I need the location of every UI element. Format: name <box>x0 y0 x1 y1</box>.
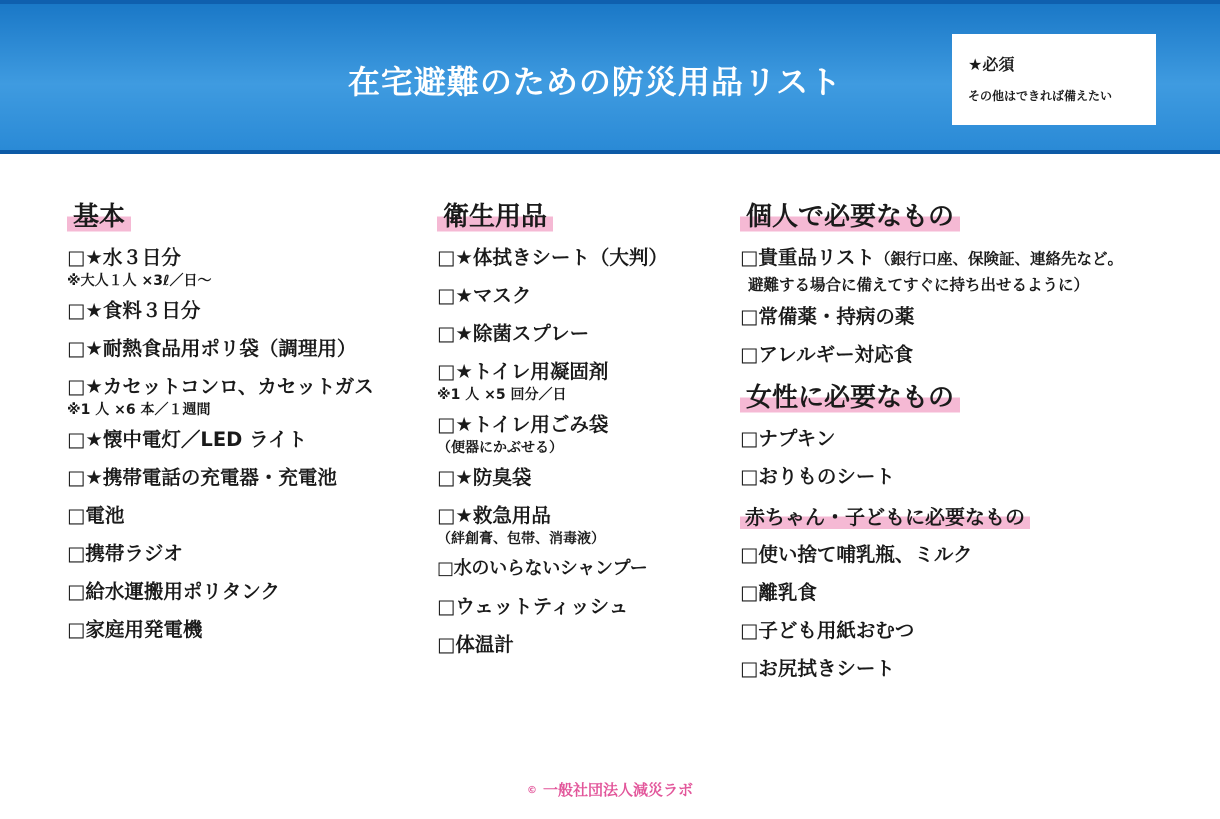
copyright-mark: © <box>526 785 537 796</box>
list-item[interactable] <box>67 616 427 643</box>
list-item[interactable] <box>437 502 737 549</box>
list-item[interactable] <box>740 244 1210 297</box>
list-item[interactable] <box>740 541 1210 568</box>
item-note: （絆創膏、包帯、消毒液） <box>437 531 605 547</box>
section-heading-kids: 赤ちゃん・子どもに必要なもの <box>740 503 1030 531</box>
item-label: □携帯ラジオ <box>67 542 183 565</box>
item-note: 避難する場合に備えてすぐに持ち出せるように） <box>748 276 1090 294</box>
list-item[interactable] <box>437 593 737 620</box>
item-label: □おりものシート <box>740 465 895 488</box>
list-item[interactable] <box>437 411 737 458</box>
item-note: ※1 人 ×6 本／１週間 <box>67 402 211 418</box>
item-note: ※大人１人 ×3ℓ／日〜 <box>67 273 212 289</box>
item-label: □ナプキン <box>740 427 836 450</box>
list-item[interactable] <box>740 463 1210 490</box>
item-label: □使い捨て哺乳瓶、ミルク <box>740 543 973 566</box>
item-note: ※1 人 ×5 回分／日 <box>437 387 567 403</box>
section-heading-basic: 基本 <box>67 200 131 234</box>
item-label: □★救急用品 <box>437 504 551 527</box>
item-label: □★体拭きシート（大判） <box>437 246 668 269</box>
list-item[interactable] <box>67 464 427 491</box>
item-label: □体温計 <box>437 633 514 656</box>
list-item[interactable] <box>67 335 427 362</box>
item-label: □★水３日分 <box>67 246 181 269</box>
list-item[interactable] <box>740 579 1210 606</box>
item-label: □離乳食 <box>740 581 817 604</box>
item-label: □★食料３日分 <box>67 299 201 322</box>
item-label: □電池 <box>67 504 125 527</box>
section-heading-personal: 個人で必要なもの <box>740 200 960 234</box>
item-label: □常備薬・持病の薬 <box>740 305 915 328</box>
item-label: □★耐熱食品用ポリ袋（調理用） <box>67 337 357 360</box>
list-item[interactable] <box>437 464 737 491</box>
item-label: □★マスク <box>437 284 532 307</box>
legend-optional: その他はできれば備えたい <box>968 89 1113 103</box>
item-label: □子ども用紙おむつ <box>740 619 915 642</box>
item-label: □家庭用発電機 <box>67 618 203 641</box>
item-label: □★カセットコンロ、カセットガス <box>67 375 374 398</box>
legend-required: ★必須 <box>968 55 1015 74</box>
list-item[interactable] <box>437 631 737 658</box>
list-item[interactable] <box>67 540 427 567</box>
item-label: □★携帯電話の充電器・充電池 <box>67 466 337 489</box>
header-banner <box>0 0 1220 154</box>
item-inline-note: （銀行口座、保険証、連絡先など。 <box>875 250 1124 268</box>
item-label <box>740 244 1210 273</box>
list-item[interactable] <box>67 426 427 453</box>
list-item[interactable] <box>67 502 427 529</box>
list-item[interactable] <box>67 578 427 605</box>
list-item[interactable] <box>67 373 427 420</box>
item-label: □水のいらないシャンプー <box>437 558 648 579</box>
footer-credit <box>0 779 1220 800</box>
column-hygiene <box>437 200 737 669</box>
list-item[interactable] <box>740 617 1210 644</box>
item-label: □★防臭袋 <box>437 466 532 489</box>
section-heading-hygiene: 衛生用品 <box>437 200 553 234</box>
list-item[interactable] <box>437 320 737 347</box>
list-item[interactable] <box>437 555 737 582</box>
footer-credit-text: 一般社団法人減災ラボ <box>542 781 693 799</box>
legend-box <box>952 34 1156 125</box>
item-label-main: □貴重品リスト <box>740 246 876 269</box>
list-item[interactable] <box>740 341 1210 368</box>
list-item[interactable] <box>740 425 1210 452</box>
list-item[interactable] <box>437 244 737 271</box>
item-label: □アレルギー対応食 <box>740 343 914 366</box>
list-item[interactable] <box>67 244 427 291</box>
section-heading-women: 女性に必要なもの <box>740 381 960 415</box>
item-label: □お尻拭きシート <box>740 657 895 680</box>
list-item[interactable] <box>740 655 1210 682</box>
column-basic <box>67 200 427 654</box>
item-label: □★懐中電灯／LED ライト <box>67 428 308 451</box>
list-item[interactable] <box>437 282 737 309</box>
item-label: □★トイレ用凝固剤 <box>437 360 609 383</box>
item-label: □ウェットティッシュ <box>437 595 629 618</box>
item-label: □★除菌スプレー <box>437 322 590 345</box>
list-item[interactable] <box>67 297 427 324</box>
column-personal <box>740 200 1210 693</box>
item-note: （便器にかぶせる） <box>437 440 563 456</box>
page-title: 在宅避難のための防災用品リスト <box>347 63 843 101</box>
item-label: □給水運搬用ポリタンク <box>67 580 281 603</box>
list-item[interactable] <box>437 358 737 405</box>
list-item[interactable] <box>740 303 1210 330</box>
item-label: □★トイレ用ごみ袋 <box>437 413 609 436</box>
